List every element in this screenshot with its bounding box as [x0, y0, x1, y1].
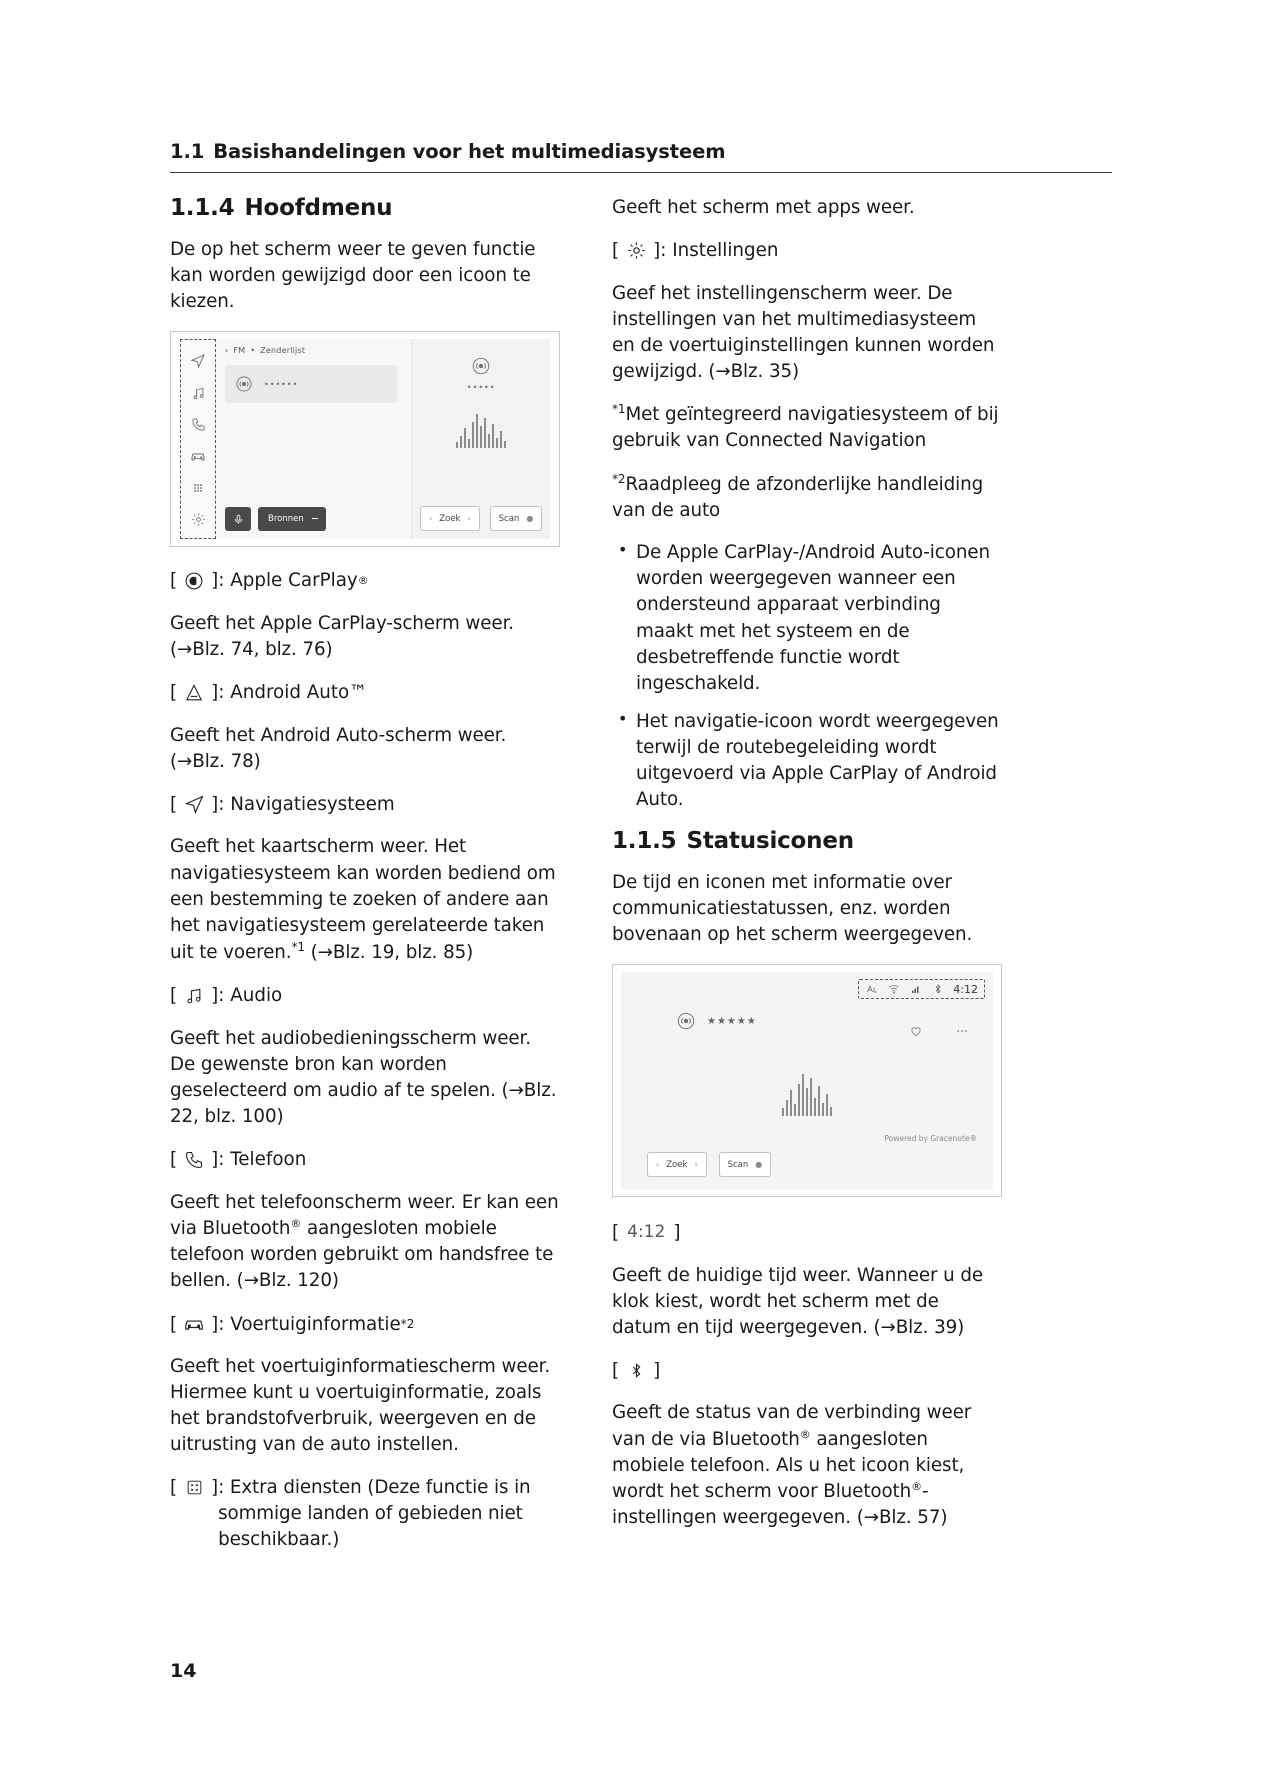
entry-body-navigation: Geeft het kaartscherm weer. Het navigatiesysteem kan worden bediend om een bestemming te zoeken of andere aan het navigatiesysteem gerelateerde taken uit te voeren.$^{*1}$ (→Blz. 19, blz. 85): [170, 836, 556, 964]
running-head: [170, 140, 1112, 173]
footnote-1: $^{*1}$Met geïntegreerd navigatiesysteem of bij gebruik van Connected Navigation: [612, 402, 999, 452]
entry-label: : Audio: [218, 985, 283, 1007]
scan-indicator-icon: ●: [526, 514, 534, 524]
footnote-2: $^{*2}$Raadpleeg de afzonderlijke handleiding van de auto: [612, 471, 984, 521]
audio-controls: [225, 507, 326, 531]
seek-label: Zoek: [439, 513, 461, 524]
entry-label: : Voertuiginformatie: [218, 1313, 401, 1335]
entry-body-android-auto: Geeft het Android Auto-scherm weer. (→Blz. 78): [170, 724, 507, 772]
apps-description: Geeft het scherm met apps weer.: [612, 197, 915, 218]
wifi-icon: [887, 982, 901, 996]
status-intro: De tijd en iconen met informatie over communicatiestatussen, enz. worden bovenaan op het scherm weergegeven.: [612, 871, 973, 945]
car-info-icon: [181, 1311, 207, 1337]
gear-icon: [623, 238, 649, 264]
breadcrumb-source: FM: [233, 346, 246, 356]
entry-body-bluetooth: Geeft de status van de verbinding weer van de via Bluetooth® aangesloten mobiele telefoon. Als u het icoon kiest, wordt het scherm voor Bluetooth®-instellingen weergegeven. (→Blz. 57): [612, 1402, 972, 1529]
signal-bars-icon: [909, 982, 923, 996]
entry-settings: [ ] : Instellingen: [612, 237, 1002, 264]
intro-paragraph: De op het scherm weer te geven functie kan worden gewijzigd door een icoon te kiezen.: [170, 239, 536, 313]
entry-label: : Instellingen: [660, 240, 779, 262]
waveform-graphic: [621, 1070, 993, 1116]
entry-apple-carplay: [ ] : Apple CarPlay ®: [170, 567, 560, 594]
scan-indicator-icon: ●: [755, 1160, 763, 1170]
section-number: 1.1.4: [170, 195, 235, 221]
scan-button[interactable]: [719, 1152, 772, 1177]
entry-vehicle-info: [ ] : Voertuiginformatie *2: [170, 1311, 560, 1338]
entry-extra-services: [ ] : Extra diensten (Deze functie is in sommige landen of gebieden niet beschikbaar.): [170, 1475, 560, 1553]
android-auto-icon: [181, 680, 207, 706]
left-column: [170, 195, 560, 1569]
entry-body-vehicle-info: Geeft het voertuiginformatiescherm weer. Hiermee kunt u voertuiginformatie, zoals het brandstofverbruik, weergeven en de uitrusting van de auto instellen.: [170, 1355, 551, 1456]
entry-bluetooth: [ ]: [612, 1357, 1002, 1384]
figure-main-menu: [170, 331, 560, 547]
audio-note-icon: [188, 383, 208, 403]
track-title-dots: ••••••: [264, 379, 299, 389]
apps-grid-icon: [188, 478, 208, 498]
entry-label: : Android Auto™: [218, 682, 368, 704]
clock-display[interactable]: 4:12: [953, 982, 978, 996]
broadcast-icon: [468, 353, 494, 379]
navigation-icon: [188, 351, 208, 371]
figure-status-icons: [612, 964, 1002, 1197]
entry-body-settings: Geef het instellingenscherm weer. De instellingen van het multimediasysteem en de voertuiginstellingen kunnen worden gewijzigd. (→Blz. 35): [612, 282, 995, 383]
breadcrumb: [216, 339, 411, 355]
car-info-icon: [188, 446, 208, 466]
scan-button[interactable]: [490, 506, 543, 531]
scan-label: Scan: [727, 1159, 749, 1170]
footnote-ref: *1: [291, 940, 305, 955]
clock-value: 4:12: [627, 1222, 666, 1243]
section-number: 1.1.5: [612, 827, 677, 854]
text-size-icon: [865, 982, 879, 996]
apple-carplay-icon: [181, 568, 207, 594]
right-column: [612, 195, 1002, 1569]
seek-button[interactable]: [647, 1152, 707, 1177]
seek-label: Zoek: [666, 1159, 688, 1170]
sources-button[interactable]: Bronnen: [258, 507, 326, 531]
two-column-body: [170, 195, 1112, 1569]
list-item: • De Apple CarPlay-/Android Auto-iconen worden weergegeven wanneer een ondersteund apparaat verbinding maakt met het systeem en de desbetreffende functie wordt ingeschakeld.: [612, 540, 1002, 697]
section-heading-1-1-4: [170, 195, 560, 221]
entry-android-auto: [ ] : Android Auto™: [170, 679, 560, 706]
entry-body-clock: Geeft de huidige tijd weer. Wanneer u de klok kiest, wordt het scherm met de datum en tijd weergegeven. (→Blz. 39): [612, 1264, 984, 1338]
section-heading-1-1-5: [612, 828, 1002, 854]
phone-icon: [188, 415, 208, 435]
status-bar: [858, 979, 985, 999]
running-head-title: Basishandelingen voor het multimediasysteem: [213, 140, 726, 163]
icon-rail: [180, 339, 216, 539]
breadcrumb-item[interactable]: Zenderlijst: [260, 346, 306, 356]
radio-now-playing: [412, 339, 550, 392]
heart-icon[interactable]: [903, 1018, 929, 1044]
section-title: Hoofdmenu: [244, 195, 393, 221]
section-title: Statusiconen: [686, 827, 854, 854]
entry-clock: [ 4:12 ]: [612, 1219, 1002, 1246]
entry-label: : Apple CarPlay: [218, 570, 358, 592]
navigation-icon: [181, 792, 207, 818]
broadcast-icon: [231, 371, 257, 397]
entry-label: : Telefoon: [218, 1149, 307, 1171]
seek-prev-icon[interactable]: ‹: [656, 1160, 660, 1170]
scan-label: Scan: [498, 513, 520, 524]
bluetooth-icon: [623, 1358, 649, 1384]
breadcrumb-separator: •: [250, 346, 256, 356]
seek-next-icon[interactable]: ›: [694, 1160, 698, 1170]
entry-phone: [ ] : Telefoon: [170, 1146, 560, 1173]
radio-buttons: [412, 506, 550, 531]
entry-body-apple-carplay: Geeft het Apple CarPlay-scherm weer. (→Blz. 74, blz. 76): [170, 612, 515, 661]
track-actions: [903, 1018, 975, 1044]
seek-button[interactable]: [420, 506, 480, 531]
notes-list: [612, 540, 1002, 814]
entry-audio: [ ] : Audio: [170, 982, 560, 1009]
breadcrumb-back-icon[interactable]: ‹: [225, 346, 229, 356]
phone-icon: [181, 1147, 207, 1173]
entry-navigation: [ ] : Navigatiesysteem: [170, 791, 560, 818]
footnote-ref: *2: [400, 1317, 415, 1332]
running-head-number: 1.1: [170, 140, 205, 163]
powered-by-label: Powered by Gracenote®: [884, 1134, 977, 1144]
entry-label: : Navigatiesysteem: [218, 793, 395, 815]
gear-icon: [188, 509, 208, 529]
list-item: • Het navigatie-icoon wordt weergegeven terwijl de routebegeleiding wordt uitgevoerd via Apple CarPlay of Android Auto.: [612, 709, 1002, 814]
entry-body-audio: Geeft het audiobedieningsscherm weer. De gewenste bron kan worden geselecteerd om audio af te spelen. (→Blz. 22, blz. 100): [170, 1027, 557, 1128]
bluetooth-icon: [931, 982, 945, 996]
audio-panel: [216, 339, 412, 539]
broadcast-icon: [673, 1008, 699, 1034]
entry-label: : Extra diensten (Deze functie is in sommige landen of gebieden niet beschikbaar.): [218, 1476, 531, 1550]
audio-note-icon: [181, 983, 207, 1009]
radio-track-dots: •••••: [466, 383, 496, 393]
page-number: 14: [170, 1660, 197, 1682]
more-options-icon[interactable]: [949, 1018, 975, 1044]
apps-grid-icon: [181, 1475, 207, 1501]
waveform-graphic: [412, 410, 550, 448]
track-title-dots: ★★★★★: [707, 1015, 757, 1027]
radio-panel: [412, 339, 550, 539]
radio-buttons: [647, 1152, 771, 1177]
entry-body-phone: Geeft het telefoonscherm weer. Er kan een via Bluetooth® aangesloten mobiele telefoon worden gebruikt om handsfree te bellen. (→Blz. 120): [170, 1191, 559, 1292]
seek-next-icon[interactable]: ›: [467, 514, 471, 524]
now-playing-row: [225, 365, 397, 403]
registered-mark: ®: [357, 573, 369, 587]
microphone-icon[interactable]: [225, 507, 251, 531]
seek-prev-icon[interactable]: ‹: [429, 514, 433, 524]
